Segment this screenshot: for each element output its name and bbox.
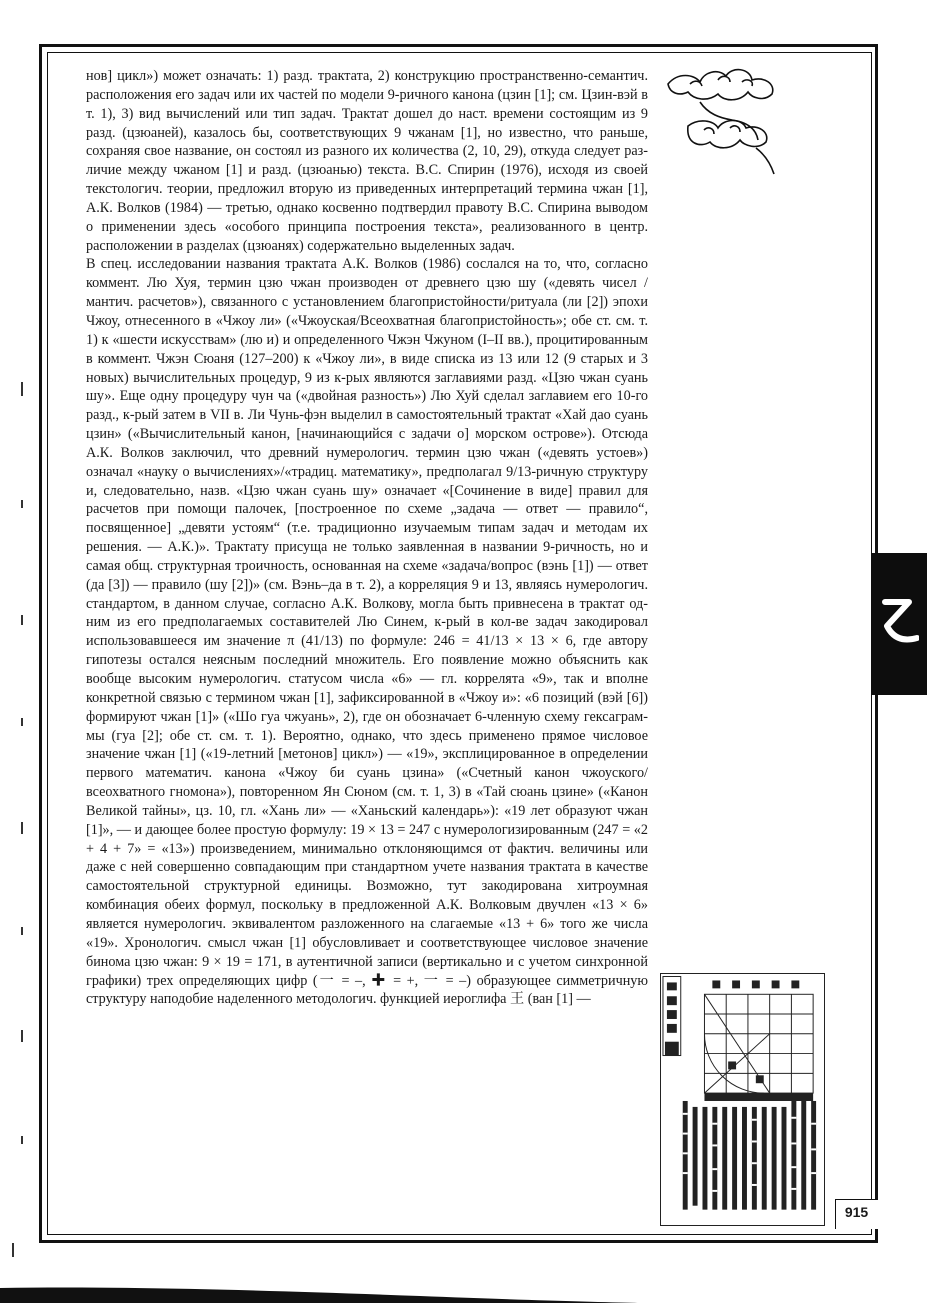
margin-mark: [21, 1136, 23, 1144]
margin-mark: [21, 615, 23, 625]
page-edge-shadow: [0, 1270, 927, 1303]
paragraph-title-study: В спец. исследовании названия трактата А.К. Волков (1986) сослался на то, что, согласно коммент. Лю Хуя, термин цзю чжан производен от древнего цзю шу («девять чисел / мантич. расчетов»), связанного с установлением благопристойности/ритуала (ли [2]) эпохи Чжоу, отнесенного в «Чжоу ли» («Чжоуская/Всеохватная благопристойность»; обе ст. см. т. 1) к «шести искусствам» (лю и) и определенного Чжэн Чжуном (I–II вв.), процитированным в коммент. Чжэн Сюаня (127–200) к «Чжоу ли», в виде списка из 13 или 12 (9 старых и 3 новых) вычислительных процедур, 9 из к-рых являются заглавиями разд. «Цзю чжан суань шу». Еще одну процедуру чун ча («двойная разность») Лю Хуй сделал заглавием его 10-го разд., к-рый затем в VII в. Ли Чунь-фэн выделил в самостоятельный трактат «Хай дао суань цзин» («Вычислительный канон, [начинающийся с задачи о] морском острове»). Отсюда А.К. Волков заключил, что древний нумерологич. термин цзю чжан («девять устоев») означал «науку о вычислениях»/«традиц. математику», предполагал 9/13-ричную структуру и, следовательно, назв. «Цзю чжан суань шу» означает «[Сочинение в виде] правил для расчетов при помощи палочек, [построенное по схеме „задача — ответ — правило“, посвященное] „девяти устоям“ (т.е. традиционно изучаемым типам задач и методам их решения. — А.К.)». Трактату присуща не только заявленная в названии 9-ричность, но и самая общ. структурная троичность, основанная на схеме «задача/вопрос (вэнь [1]) — ответ (да [3]) — правило (шу [2])» (см. Вэнь–да в т. 2), а корреляция 9 и 13, являясь нумерологич. стандартом, в данном случае, согласно А.К. Волкову, могла быть привнесена в трактат одним из его предполагаемых составителей Лю Синем, к-рый в кол-ве задач закодировал использовавшееся им значение π (41/13) по формуле: 246 = 41/13 × 13 × 6, где автору гипотезы остался неясным последний множитель. Его появление можно объяснить как вообще высоким нумерологич. статусом числа «6» — гл. коррелята «9», так и вполне конкретной связью с термином чжан [1], зафиксированной в «Чжоу и»: «6 позиций (вэй [6]) формируют чжан [1]» («Шо гуа чжуань», 2), где он обозначает 6-членную схему гексаграммы (гуа [2]; обе ст. см. т. 1). Вероятно, однако, что здесь применено прямое числовое значение чжан [1] («19-летний [метонов] цикл») — «19», эксплицированное в определении первого математич. канона «Чжоу би суань цзина» («Счетный канон чжоуского/всеохватного гномона»), повторенном Ян Сюном (см. т. 1, 3) в «Тай сюань цзине» («Канон Великой тайны», цз. 10, гл. «Хань ли» — «Ханьский календарь»): «19 лет образуют чжан [1]», — и дающее более простую формулу: 19 × 13 = 247 с нумерологизированным (247 = «2 + 4 + 7» = «13») произведением, минимально отклоняющимся от фактич. величины или даже с ней совершенно совпадающим при стандартном учете названия трактата в качестве самостоятельной структурной единицы. Возможно, тут закодирована хитроумная комбинация обеих формул, поскольку в предложенной А.К. Волковым двучлен «13 × 6» является нумерологич. эквивалентом разложенного на слагаемые «13 + 6» того же числа «19». Хронологич. смысл чжан [1] обусловливает и соответствующее числовое значение бинома цзю чжан: 9 × 19 = 171, в аутентичной записи (вертикально и с учетом синхронной графики) трех определяющих цифр (⼀ = –, ✚ = +, ⼀ = –) образующее симметричную структуру наподобие наделенного методологич. функцией иероглифа 王 (ван [1] —: [86, 256, 648, 1008]
page-number: 915: [844, 1204, 869, 1220]
margin-mark: [21, 718, 23, 726]
tab-glyph-yi-icon: [879, 594, 919, 652]
margin-mark: [21, 382, 23, 396]
margin-mark: [21, 927, 23, 935]
margin-mark: [21, 1030, 23, 1042]
woodblock-illustration: [660, 973, 825, 1226]
margin-mark: [12, 1243, 14, 1257]
margin-mark: [21, 500, 23, 508]
main-text-column: [86, 67, 648, 1009]
paragraph-continued: нов] цикл») может означать: 1) разд. трактата, 2) конструкцию пространственно-семантич. расположения его задач или их частей по модели 9-ричного канона (цзин [1]; см. Цзин-вэй в т. 1), 3) вид вычислений или тип задач. Трактат дошел до наст. времени состоящим из 9 разд. (цзюаней), казалось бы, соответствующих 9 чжанам [1], но известно, что раньше, сохраняя свое название, он состоял из разного их количества (2, 10, 29), откуда следует различие между чжаном [1] и разд. (цзюанью) текста. В.С. Спирин (1976), исходя из своей текстологич. теории, предложил вторую из приведенных интерпретаций термина чжан [1], А.К. Волков (1984) — третью, однако косвенно подтвердил правоту В.С. Спирина выводом о применении здесь «особого принципа построения текста», реализованного в центр. расположении в разделах (цзюанях) содержательно выделенных задач.: [86, 68, 648, 254]
cloud-ornament-icon: [660, 62, 785, 180]
margin-mark: [21, 822, 23, 834]
